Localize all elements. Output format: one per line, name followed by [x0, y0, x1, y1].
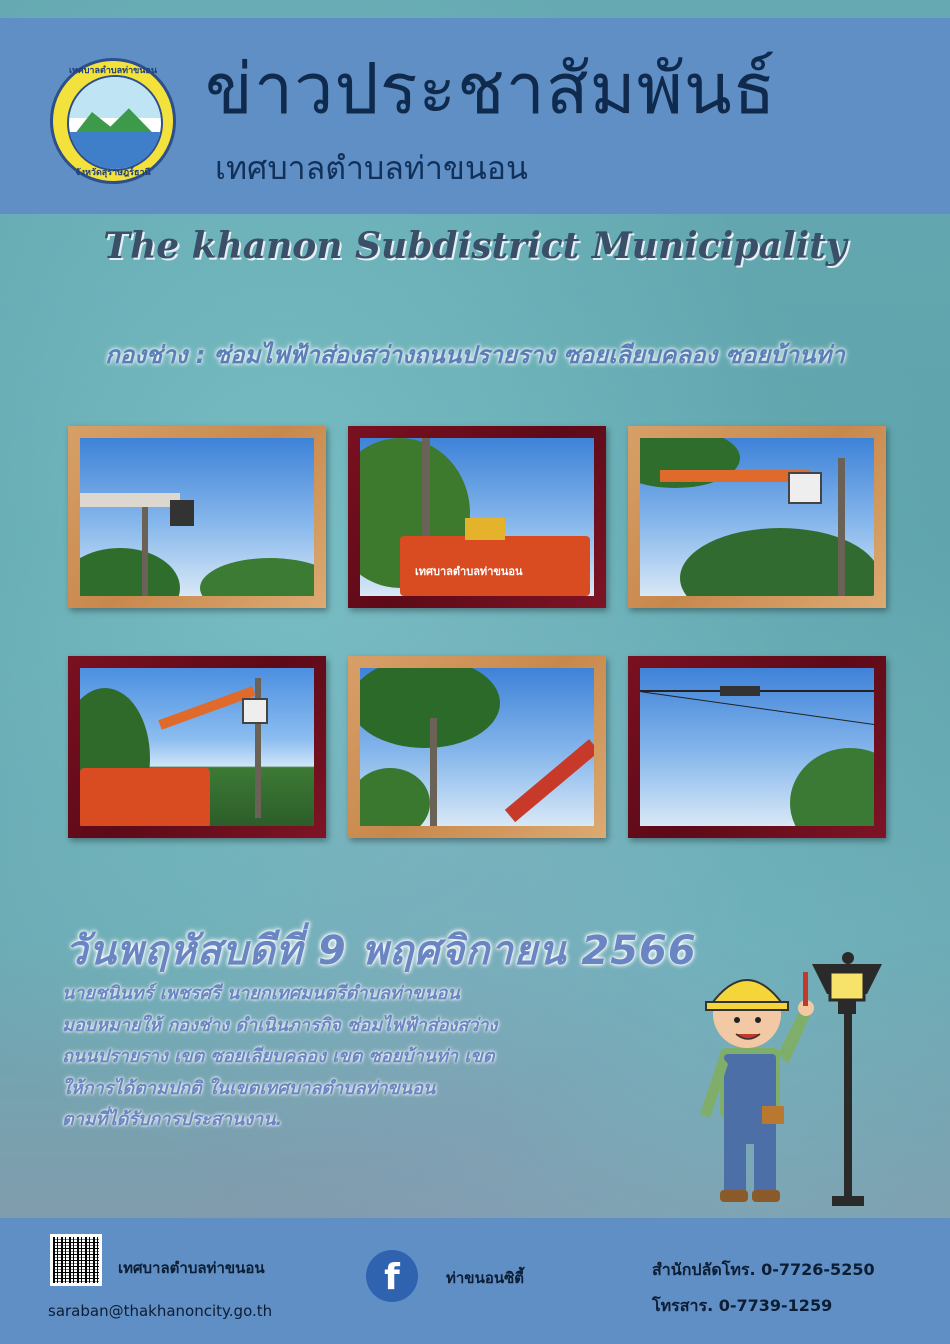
body-line: ให้การได้ตามปกติ ในเขตเทศบาลตำบลท่าขนอน: [62, 1077, 436, 1099]
logo-text-top: เทศบาลตำบลท่าขนอน: [69, 66, 157, 76]
photo-4-image: [80, 668, 314, 826]
photo-2-image: [360, 438, 594, 596]
photo-4: [68, 656, 326, 838]
photo-3-image: [640, 438, 874, 596]
photo-2: [348, 426, 606, 608]
photo-1: [68, 426, 326, 608]
photo-1-image: [80, 438, 314, 596]
worker-lamp-illustration: [692, 934, 892, 1214]
logo-emblem: [67, 75, 163, 171]
photo-6-image: [640, 668, 874, 826]
footer-fax: โทรสาร. 0-7739-1259: [652, 1296, 833, 1315]
footer-org-name: เทศบาลตำบลท่าขนอน: [118, 1259, 265, 1277]
body-line: ตามที่ได้รับการประสานงาน.: [62, 1109, 283, 1130]
news-date: วันพฤหัสบดีที่ 9 พฤศจิกายน 2566: [65, 928, 697, 974]
logo-text-bottom: จังหวัดสุราษฎร์ธานี: [75, 168, 151, 178]
page-title: ข่าวประชาสัมพันธ์: [205, 48, 777, 130]
photo-5-image: [360, 668, 594, 826]
municipality-logo: [50, 58, 176, 184]
body-line: มอบหมายให้ กองช่าง ดำเนินภารกิจ ซ่อมไฟฟ้าส่องสว่าง: [62, 1014, 498, 1036]
footer-phone: สำนักปลัดโทร. 0-7726-5250: [652, 1260, 875, 1279]
news-body: [62, 978, 622, 1136]
photo-3: [628, 426, 886, 608]
photo-5: [348, 656, 606, 838]
street-lamp-icon: [812, 952, 882, 1206]
body-line: ถนนปรายราง เขต ซอยเลียบคลอง เขต ซอยบ้านท่า เขต: [62, 1046, 495, 1067]
truck-label: เทศบาลตำบลท่าขนอน: [415, 565, 523, 578]
photo-6: [628, 656, 886, 838]
qr-code-icon[interactable]: [50, 1234, 102, 1286]
worker-icon: [700, 972, 814, 1202]
footer-email[interactable]: saraban@thakhanoncity.go.th: [48, 1302, 273, 1320]
english-title: The khanon Subdistrict Municipality: [103, 225, 847, 267]
news-subject: กองช่าง : ซ่อมไฟฟ้าส่องสว่างถนนปรายราง ซอยเลียบคลอง ซอยบ้านท่า: [105, 341, 845, 369]
body-line: นายชนินทร์ เพชรศรี นายกเทศมนตรีตำบลท่าขนอน: [62, 983, 460, 1004]
page-subtitle: เทศบาลตำบลท่าขนอน: [215, 149, 528, 187]
facebook-icon[interactable]: f: [366, 1250, 418, 1302]
footer-facebook-name[interactable]: ท่าขนอนซิตี้: [446, 1269, 525, 1287]
